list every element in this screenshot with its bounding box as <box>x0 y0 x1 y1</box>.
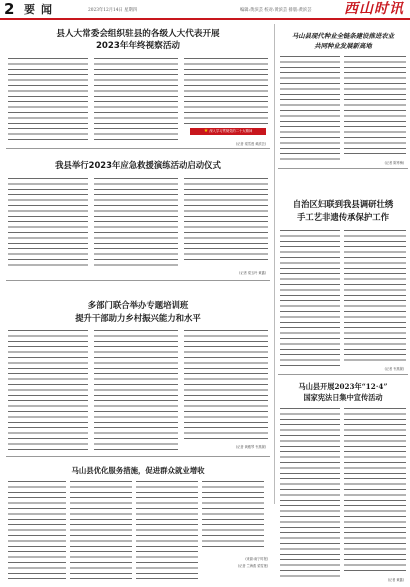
article-1-text-col-3 <box>184 58 268 128</box>
article-1-text-col-2 <box>94 58 178 144</box>
right-article-2-text-col-2 <box>344 230 406 362</box>
article-2-text-col-3 <box>184 178 268 264</box>
article-1-text-col-1 <box>8 58 88 144</box>
right-article-3-headline-line-1: 马山县开展2023年“12·4” <box>298 382 388 391</box>
newspaper-logo: 西山时讯 <box>344 1 404 17</box>
section-divider <box>6 456 270 457</box>
page-section-name: 要闻 <box>24 3 58 16</box>
banner-text: 深入学习贯彻党的二十大精神 <box>209 129 253 133</box>
column-divider <box>274 24 275 504</box>
article-4-credit-source: (来源:南宁时报) <box>245 557 268 561</box>
section-divider <box>278 168 408 169</box>
right-article-3-text-col-2 <box>344 408 406 574</box>
right-article-3-credit: (记者 黄鑫) <box>387 578 404 582</box>
article-2-text-col-2 <box>94 178 178 270</box>
section-divider <box>6 280 270 281</box>
article-4-text-col-1 <box>8 481 66 581</box>
article-3-headline-line-1: 多部门联合举办专题培训班 <box>87 300 189 310</box>
right-article-1-credit: (记者 陈秀梅) <box>384 161 404 165</box>
right-article-1-text-col-2 <box>344 56 406 156</box>
right-article-1-headline-line-1: 马山县现代种业全链条建设推进农业 <box>291 32 395 40</box>
right-article-1-text-col-1 <box>280 56 340 164</box>
right-article-3-text-col-1 <box>280 408 340 580</box>
article-2-credit: (记者 梁玉玲 黄鑫) <box>239 271 266 275</box>
right-article-2-headline-line-2: 手工艺非遗传承保护工作 <box>296 212 390 222</box>
party-congress-banner <box>190 128 266 135</box>
section-divider <box>6 148 270 149</box>
article-1-credit: (记者 梁雪莲 黄滨芸) <box>235 142 266 146</box>
article-2-headline: 我县举行2023年应急救援演练活动启动仪式 <box>55 160 221 170</box>
page-number: 2 <box>4 0 15 18</box>
article-2-text-col-1 <box>8 178 88 268</box>
right-article-3-headline-line-2: 国家宪法日集中宣传活动 <box>303 393 383 402</box>
right-article-2-credit: (记者 韦燕妮) <box>384 367 404 371</box>
right-article-2-headline-line-1: 自治区妇联到我县调研壮绣 <box>292 199 394 209</box>
article-3-text-col-2 <box>94 330 178 450</box>
article-4-text-col-3 <box>136 481 198 581</box>
article-3-text-col-1 <box>8 330 88 450</box>
article-1-headline-line-2: 2023年年终视察活动 <box>95 41 181 51</box>
editor-line: 编辑:黄滨芸 校对:黄滨芸 排版:黄滨芸 <box>240 8 312 13</box>
issue-date: 2023年12月14日 星期四 <box>88 8 138 13</box>
right-article-1-headline-line-2: 共同种业发展新高地 <box>314 42 372 50</box>
article-4-headline: 马山县优化服务措施，促进群众就业增收 <box>71 466 205 475</box>
article-3-text-col-3 <box>184 330 268 442</box>
section-divider <box>278 374 408 375</box>
right-article-2-text-col-1 <box>280 230 340 370</box>
article-3-headline-line-2: 提升干部助力乡村振兴能力和水平 <box>75 313 201 323</box>
article-4-text-col-4 <box>202 481 264 551</box>
article-4-text-col-2 <box>70 481 132 581</box>
article-4-credit: (记者 兰海燕 梁雪莲) <box>237 564 268 568</box>
article-3-credit: (记者 黄雅琴 韦燕妮) <box>235 445 266 449</box>
star-icon: ★ <box>203 128 209 134</box>
article-1-headline-line-1: 县人大常委会组织驻县的各级人大代表开展 <box>56 29 220 39</box>
